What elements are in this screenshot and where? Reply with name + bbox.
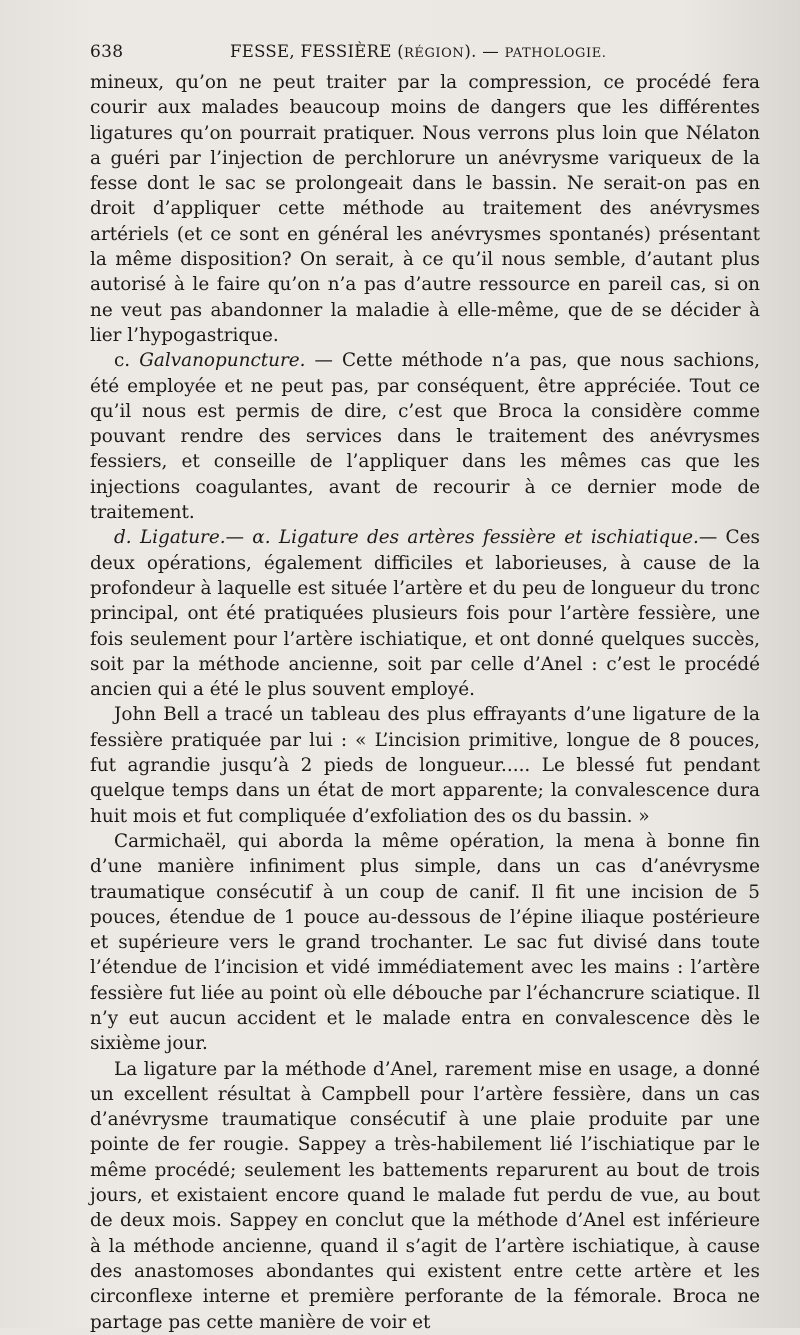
section-title-galvanopuncture: Galvanopuncture. [139, 350, 306, 372]
paragraph-carmichael: Carmichaël, qui aborda la même opération, la mena à bonne fin d’une manière infiniment plus simple, dans un cas d’anévrysme traumatique consécutif à un coup de canif. Il fit une incision de 5 pouces, étendue de 1 pouce au-dessous de l’épine iliaque postérieure et supérieure vers le grand trochanter. Le sac fut divisé dans toute l’étendue de l’incision et vidé immédiatement avec les mains : l’artère fessière fut liée au point où elle débouche par l’échancrure sciatique. Il n’y eut aucun accident et le malade entra en convalescence dès le sixième jour. [90, 830, 760, 1055]
paragraph-ligature-text: Ces deux opérations, également difficiles et laborieuses, à cause de la profondeur à laquelle est située l’artère et du peu de longueur du tronc principal, ont été pratiquées plusieurs fois pour l’artère fessière, une fois seulement pour l’artère ischiatique, et ont donné quelques succès, soit par la méthode ancienne, soit par celle d’Anel : c’est le procédé ancien qui a été le plus souvent employé. [90, 527, 760, 701]
running-head [90, 36, 760, 66]
paragraph-anel: La ligature par la méthode d’Anel, rarement mise en usage, a donné un excellent résultat à Campbell pour l’artère fessière, dans un cas d’anévrysme traumatique consécutif à une plaie produite par une pointe de fer rougie. Sappey a très-habilement lié l’ischiatique par le même procédé; seulement les battements reparurent au bout de trois jours, et existaient encore quand le malade fut perdu de vue, au bout de deux mois. Sappey en conclut que la méthode d’Anel est inférieure à la méthode ancienne, quand il s’agit de l’artère ischiatique, à cause des anastomoses abondantes qui existent entre cette artère et les circonflexe interne et première perforante de la fémorale. Broca ne partage pas cette manière de voir et [90, 1058, 760, 1333]
running-title-close: ). [464, 42, 477, 61]
running-title-main: FESSE, FESSIÈRE ( [230, 42, 404, 61]
subsection-title-ligature-arteres: Ligature des artères fessière et ischiatique. [278, 527, 699, 549]
running-title-section: PATHOLOGIE. [504, 46, 607, 61]
subsection-letter-alpha: α. [252, 527, 271, 549]
section-dash: — [305, 350, 342, 372]
section-dash: — [698, 527, 726, 549]
paragraph-ligature [90, 525, 760, 702]
running-title-dash: — [476, 42, 505, 61]
section-letter-d: d. [114, 527, 132, 549]
section-letter-c: c. [114, 350, 131, 372]
running-title [230, 42, 607, 61]
running-title-region: RÉGION [403, 46, 465, 61]
body-text [90, 70, 760, 1335]
section-dash: — [225, 527, 253, 549]
paragraph-continuation: mineux, qu’on ne peut traiter par la compression, ce procédé fera courir aux malades beaucoup moins de dangers que les différentes ligatures qu’on pourrait pratiquer. Nous verrons plus loin que Nélaton a guéri par l’injection de perchlorure un anévrysme variqueux de la fesse dont le sac se prolongeait dans le bassin. Ne serait-on pas en droit d’appliquer cette méthode au traitement des anévrysmes artériels (et ce sont en général les anévrysmes spontanés) présentant la même disposition? On serait, à ce qu’il nous semble, d’autant plus autorisé à le faire qu’on n’a pas d’autre ressource en pareil cas, si on ne veut pas abandonner la maladie à elle-même, que de se décider à lier l’hypogastrique. [90, 72, 760, 346]
paragraph-john-bell: John Bell a tracé un tableau des plus effrayants d’une ligature de la fessière pratiquée par lui : « L’incision primitive, longue de 8 pouces, fut agrandie jusqu’à 2 pieds de longueur..... Le blessé fut pendant quelque temps dans un état de mort apparente; la convalescence dura huit mois et fut compliquée d’exfoliation des os du bassin. » [90, 704, 760, 827]
section-title-ligature: Ligature. [139, 527, 226, 549]
page-number: 638 [90, 42, 124, 62]
paragraph-galvanopuncture [90, 348, 760, 525]
paragraph-galvanopuncture-text: Cette méthode n’a pas, que nous sachions, été employée et ne peut pas, par conséquent, être appréciée. Tout ce qu’il nous est permis de dire, c’est que Broca la considère comme pouvant rendre des services dans le traitement des anévrysmes fessiers, et conseille de l’appliquer dans les mêmes cas que les injections coagulantes, avant de recourir à ce dernier mode de traitement. [90, 350, 760, 524]
